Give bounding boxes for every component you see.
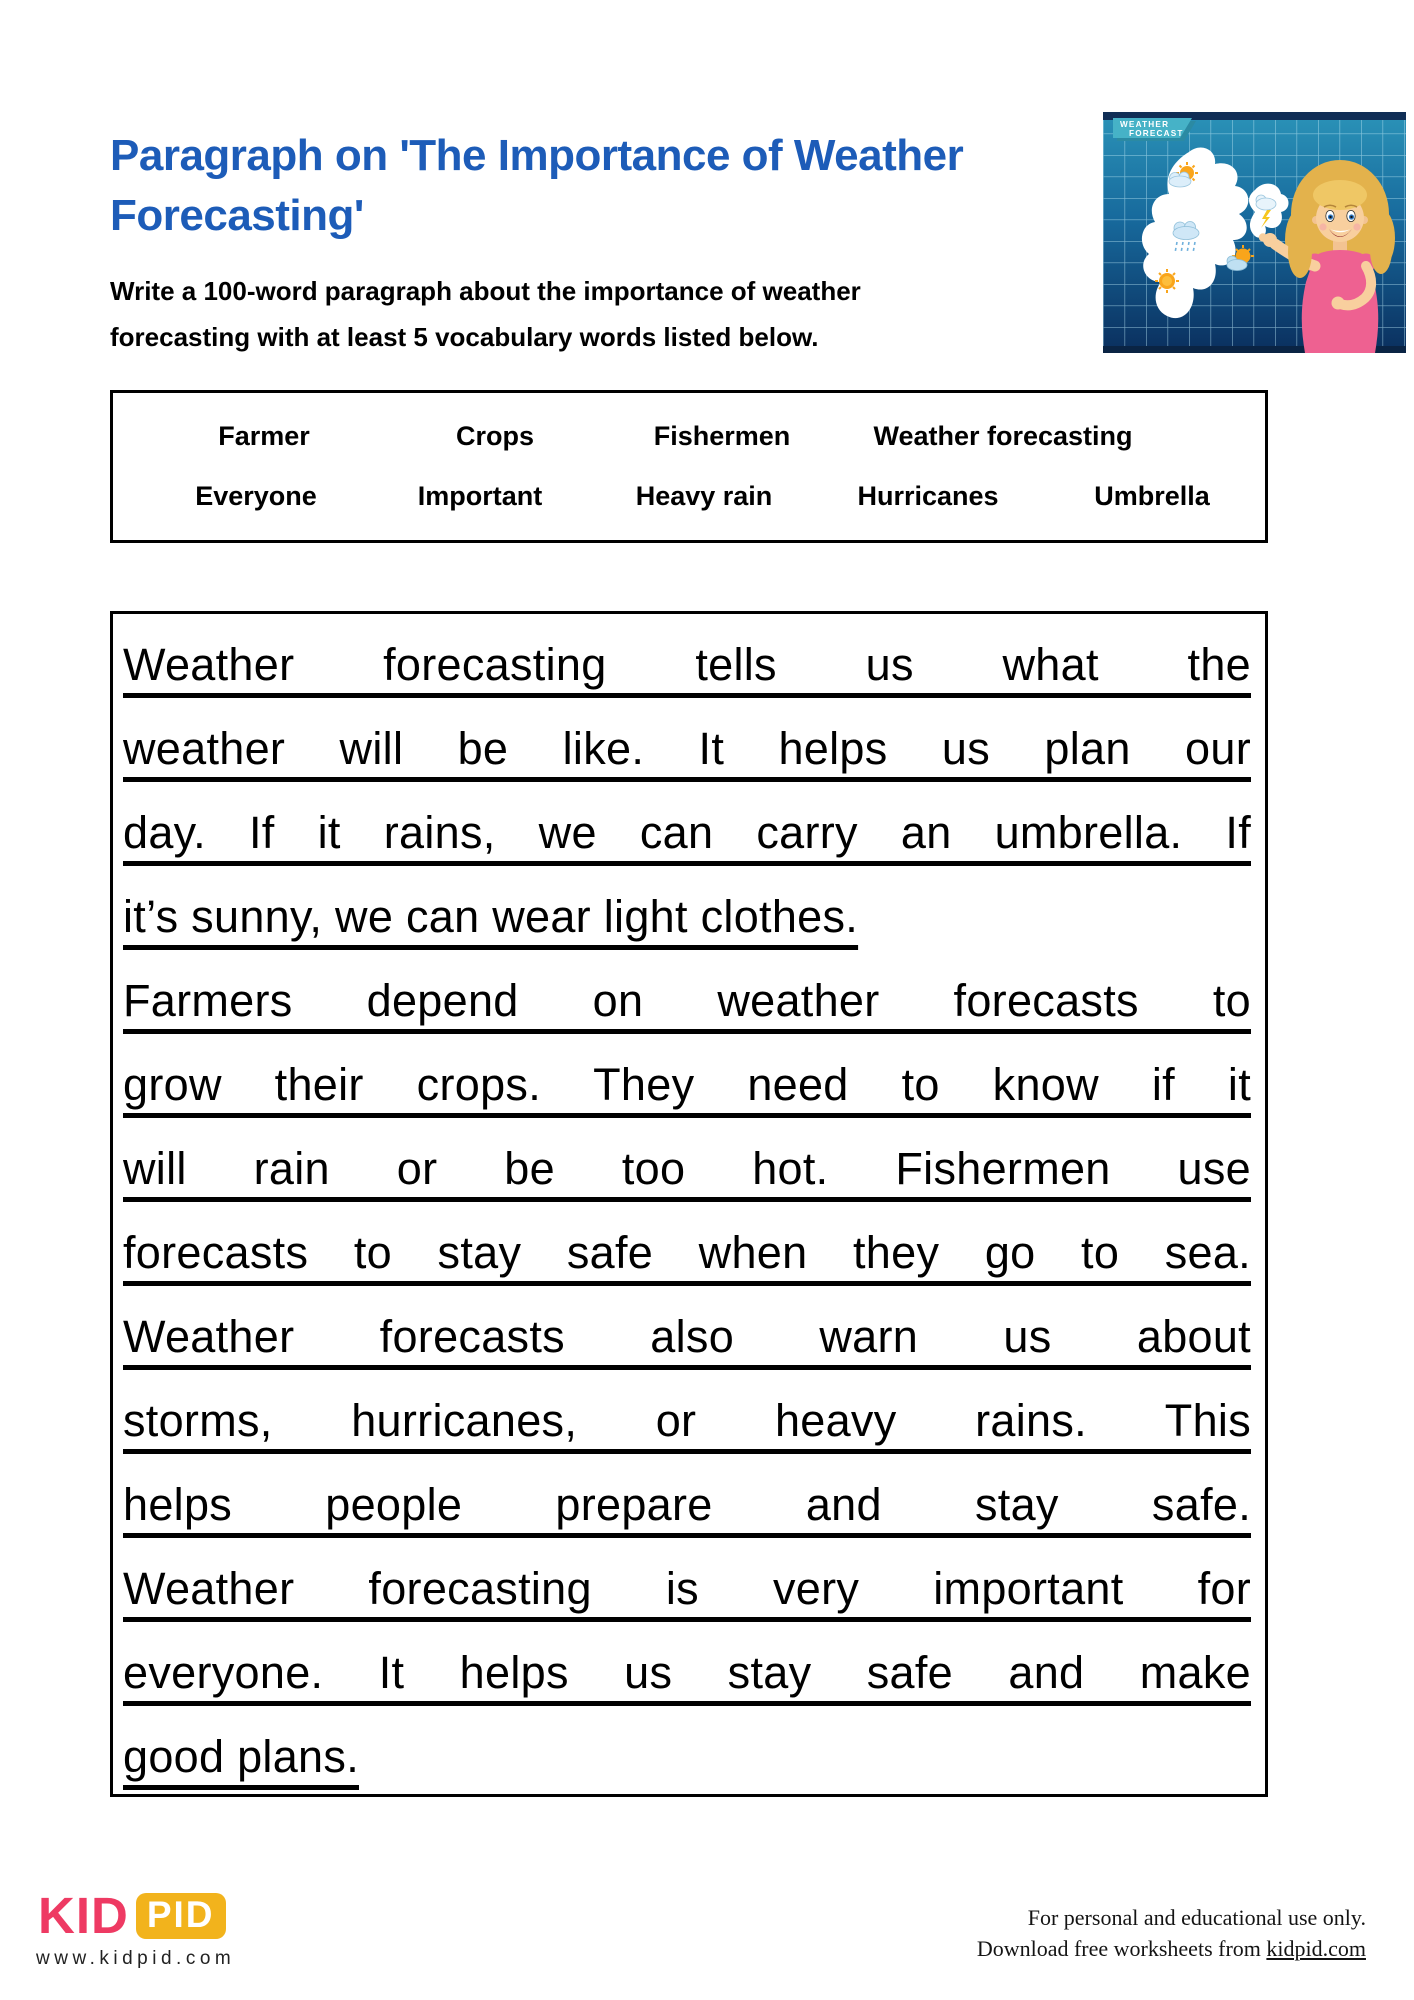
- usage-note-line1: For personal and educational use only.: [1027, 1905, 1366, 1930]
- paragraph-line: forecasts to stay safe when they go to sea.: [123, 1227, 1251, 1278]
- usage-note-line2: [977, 1933, 1366, 1964]
- vocabulary-box: [110, 390, 1268, 543]
- instructions: [110, 268, 861, 360]
- weather-forecast-banner: [1113, 118, 1196, 141]
- logo-pid-badge: PID: [136, 1893, 226, 1939]
- page-title-line2: Forecasting': [110, 191, 364, 240]
- vocab-word: Umbrella: [1094, 480, 1210, 511]
- vocab-word: Weather forecasting: [873, 421, 1133, 452]
- paragraph-line: day. If it rains, we can carry an umbrella. If: [123, 807, 1251, 858]
- paragraph-line: helps people prepare and stay safe.: [123, 1479, 1251, 1530]
- banner-text-forecast: FORECAST: [1129, 129, 1184, 138]
- vocab-word: Fishermen: [653, 421, 791, 452]
- instructions-line1: Write a 100-word paragraph about the importance of weather: [110, 276, 861, 306]
- paragraph-line: Farmers depend on weather forecasts to: [123, 975, 1251, 1026]
- banner-text-weather: WEATHER: [1120, 120, 1170, 129]
- vocabulary-row-1: [113, 421, 1265, 452]
- instructions-line2: forecasting with at least 5 vocabulary words listed below.: [110, 322, 819, 352]
- paragraph-line: Weather forecasting tells us what the: [123, 639, 1251, 690]
- paragraph-line: weather will be like. It helps us plan our: [123, 723, 1251, 774]
- paragraph-line: Weather forecasting is very important for: [123, 1563, 1251, 1614]
- paragraph-line: it’s sunny, we can wear light clothes.: [123, 891, 859, 942]
- logo-kid-text: KID: [38, 1887, 129, 1944]
- page-title: [110, 126, 963, 246]
- paragraph-line: storms, hurricanes, or heavy rains. This: [123, 1395, 1251, 1446]
- page-title-line1: Paragraph on 'The Importance of Weather: [110, 131, 964, 180]
- vocab-word: Heavy rain: [635, 480, 773, 511]
- usage-note: [977, 1902, 1366, 1964]
- weather-illustration-svg: [1103, 112, 1406, 353]
- website-url: www.kidpid.com: [36, 1948, 236, 1969]
- kidpid-logo: [38, 1887, 226, 1944]
- usage-note-line2-prefix: Download free worksheets from: [976, 1936, 1267, 1961]
- vocab-word: Important: [417, 480, 543, 511]
- paragraph-line: good plans.: [123, 1731, 359, 1782]
- vocab-word: Hurricanes: [857, 480, 999, 511]
- vocab-word: Crops: [455, 421, 534, 452]
- paragraph-line: everyone. It helps us stay safe and make: [123, 1647, 1251, 1698]
- paragraph-line: grow their crops. They need to know if it: [123, 1059, 1251, 1110]
- vocab-word: Everyone: [195, 480, 317, 511]
- vocabulary-row-2: [113, 481, 1265, 512]
- paragraph-line: will rain or be too hot. Fishermen use: [123, 1143, 1251, 1194]
- paragraph-line: Weather forecasts also warn us about: [123, 1311, 1251, 1362]
- paragraph-box: [110, 611, 1268, 1797]
- weather-forecast-illustration: [1103, 112, 1406, 353]
- kidpid-link[interactable]: kidpid.com: [1266, 1936, 1366, 1961]
- vocab-word: Farmer: [218, 421, 310, 452]
